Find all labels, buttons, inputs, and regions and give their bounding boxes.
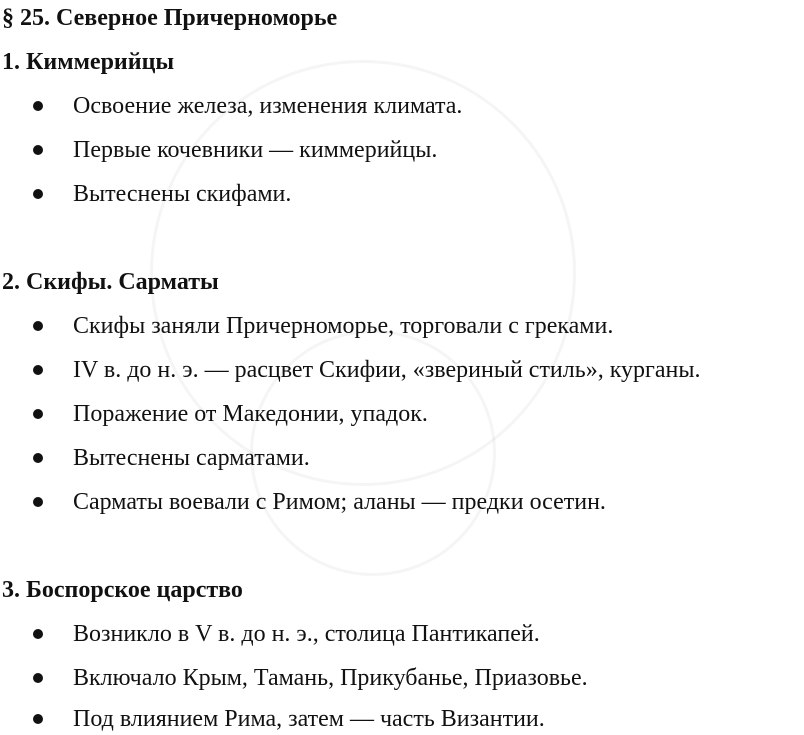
list-item	[0, 400, 804, 430]
section-heading-2: 2. Скифы. Сарматы	[2, 269, 219, 295]
bullet-icon	[33, 101, 43, 111]
bullet-icon	[33, 714, 43, 724]
section-heading-3: 3. Боспорское царство	[2, 577, 243, 603]
bullet-icon	[33, 629, 43, 639]
list-item	[0, 664, 804, 694]
list-item	[0, 92, 804, 122]
list-item-text: Включало Крым, Тамань, Прикубанье, Приазовье.	[73, 665, 588, 691]
list-item-text: Под влиянием Рима, затем — часть Византии.	[73, 706, 545, 732]
bullet-icon	[33, 497, 43, 507]
list-item-text: Вытеснены сарматами.	[73, 445, 310, 471]
bullet-icon	[33, 145, 43, 155]
list-item	[0, 705, 804, 735]
list-item-text: Поражение от Македонии, упадок.	[73, 401, 428, 427]
list-item-text: IV в. до н. э. — расцвет Скифии, «звериный стиль», курганы.	[73, 357, 701, 383]
bullet-icon	[33, 321, 43, 331]
list-item	[0, 312, 804, 342]
list-item	[0, 488, 804, 518]
list-item-text: Возникло в V в. до н. э., столица Пантикапей.	[73, 621, 540, 647]
list-item-text: Вытеснены скифами.	[73, 181, 292, 207]
bullet-icon	[33, 365, 43, 375]
list-item	[0, 180, 804, 210]
list-item-text: Скифы заняли Причерноморье, торговали с греками.	[73, 313, 614, 339]
list-item	[0, 620, 804, 650]
list-item-text: Сарматы воевали с Римом; аланы — предки осетин.	[73, 489, 606, 515]
bullet-icon	[33, 453, 43, 463]
bullet-icon	[33, 409, 43, 419]
list-item	[0, 444, 804, 474]
list-item	[0, 356, 804, 386]
section-heading-1: 1. Киммерийцы	[2, 49, 175, 75]
bullet-icon	[33, 189, 43, 199]
list-item-text: Освоение железа, изменения климата.	[73, 93, 463, 119]
page-title: § 25. Северное Причерноморье	[2, 5, 338, 31]
bullet-icon	[33, 673, 43, 683]
list-item	[0, 136, 804, 166]
list-item-text: Первые кочевники — киммерийцы.	[73, 137, 438, 163]
